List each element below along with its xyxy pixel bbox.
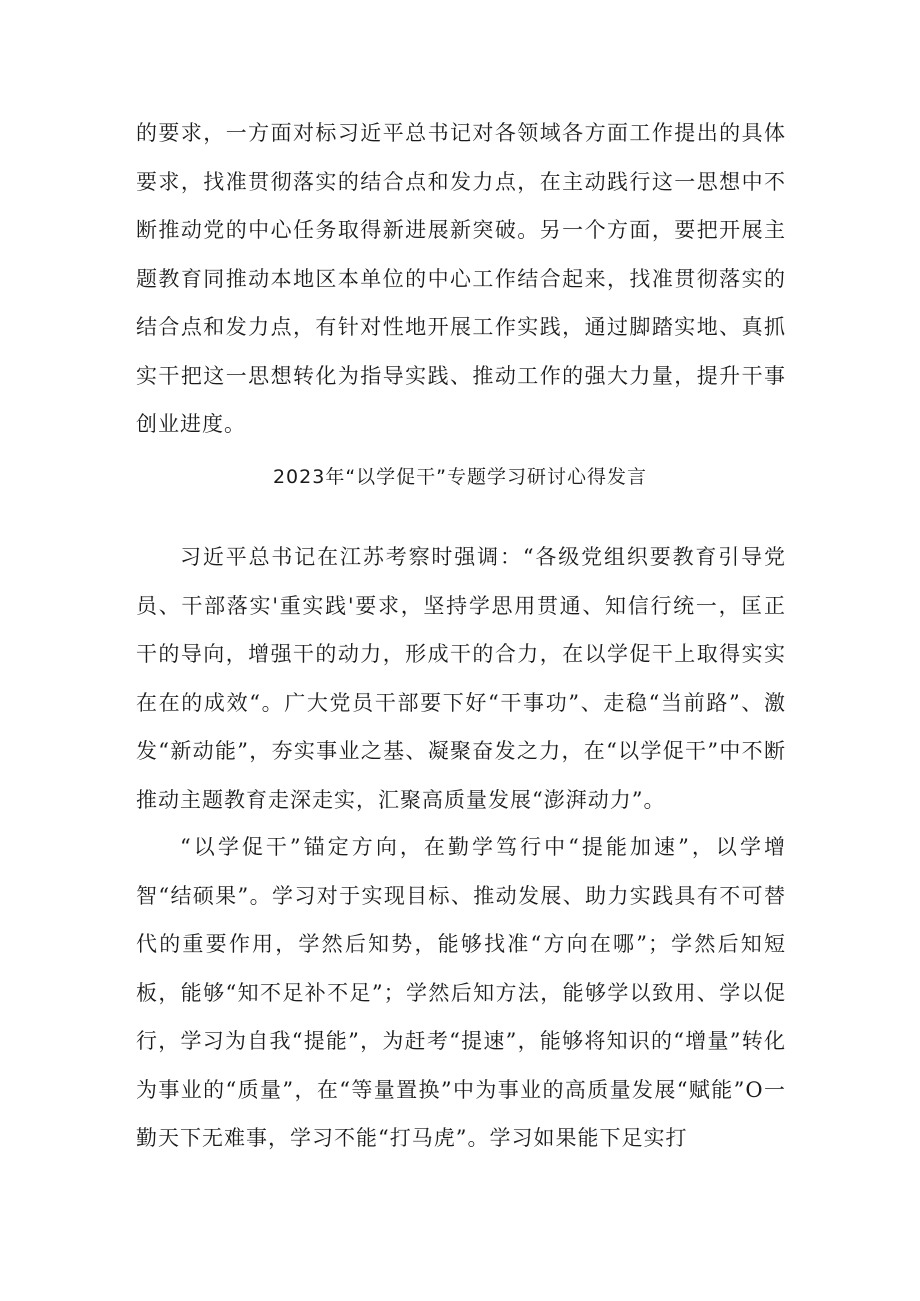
continuation-paragraph: 的要求，一方面对标习近平总书记对各领域各方面工作提出的具体要求，找准贯彻落实的结合点和发力点，在主动践行这一思想中不断推动党的中心任务取得新进展新突破。另一个方面，要把开展主题教育同推动本地区本单位的中心工作结合起来，找准贯彻落实的结合点和发力点，有针对性地开展工作实践，通过脚踏实地、真抓实干把这一思想转化为指导实践、推动工作的强大力量，提升干事创业进度。 [136,121,786,436]
body-paragraph-2: “以学促干”锚定方向，在勤学笃行中“提能加速”，以学增智“结硕果”。学习对于实现目标、推动发展、助力实践具有不可替代的重要作用，学然后知势，能够找准“方向在哪”；学然后知短板，能够“知不足补不足”；学然后知方法，能够学以致用、学以促行，学习为自我“提能”，为赶考“提速”，能够将知识的“增量”转化为事业的“质量”，在“等量置换”中为事业的高质量发展“赋能”O一勤天下无难事，学习不能“打马虎”。学习如果能下足实打 [136,835,786,1150]
document-title: 2023年“以学促干”专题学习研讨心得发言 [272,466,648,488]
body-paragraph-1: 习近平总书记在江苏考察时强调：“各级党组织要教育引导党员、干部落实'重实践'要求，坚持学思用贯通、知信行统一，匡正干的导向，增强干的动力，形成干的合力，在以学促干上取得实实在在的成效“。广大党员干部要下好“干事功”、走稳“当前路”、激发“新动能”，夯实事业之基、凝聚奋发之力，在“以学促干”中不断推动主题教育走深走实，汇聚高质量发展“澎湃动力”。 [136,545,786,812]
